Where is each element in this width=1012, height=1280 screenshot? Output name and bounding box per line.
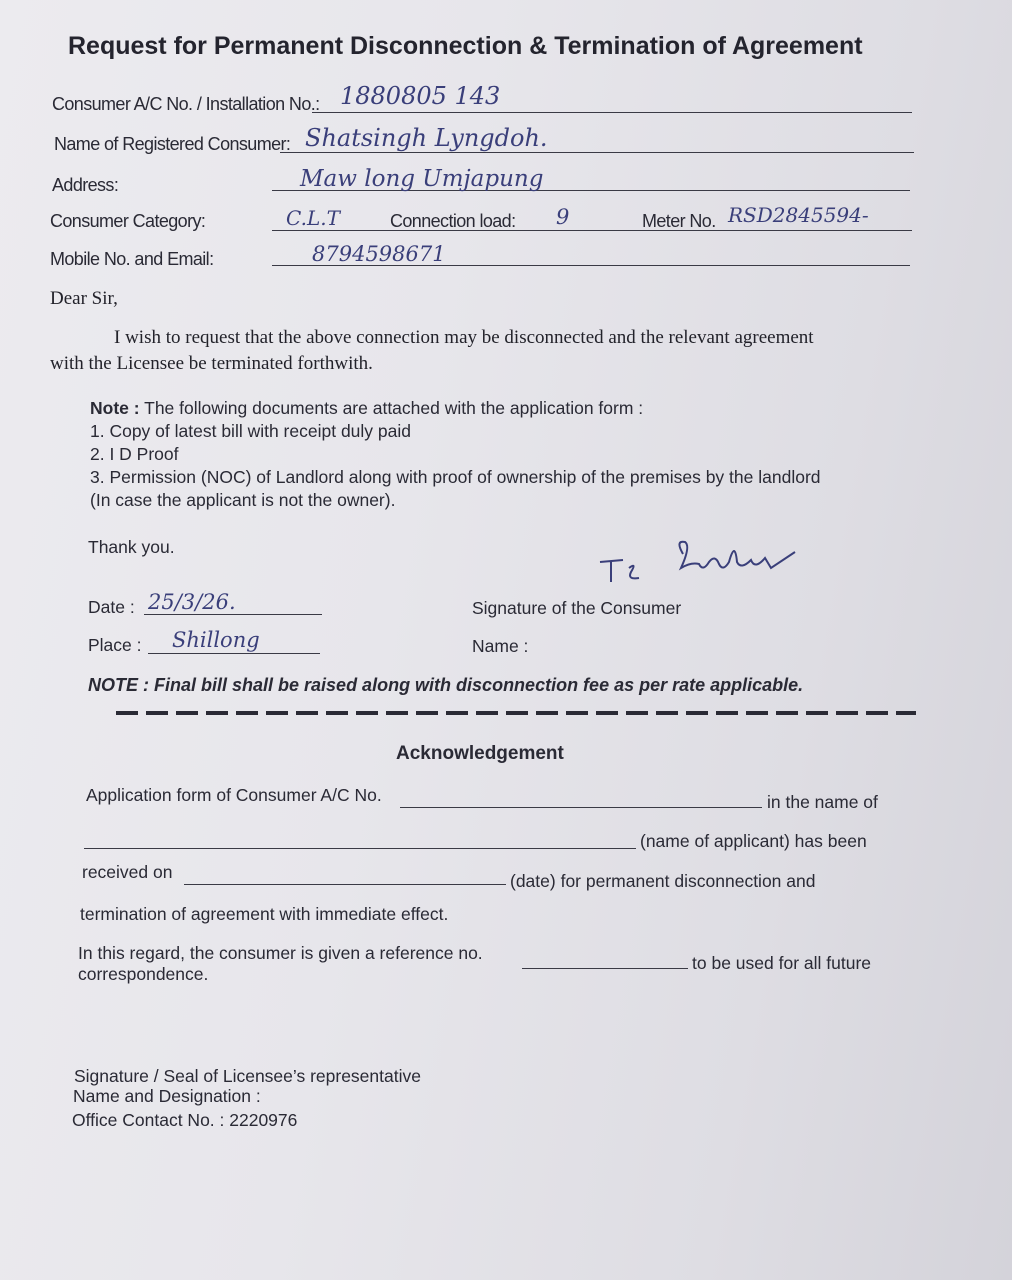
licensee-name-designation: Name and Designation : bbox=[73, 1086, 261, 1106]
ack-line-5b: to be used for all future bbox=[692, 953, 871, 973]
ack-line-1b: in the name of bbox=[767, 792, 878, 812]
consumer-signature bbox=[595, 532, 805, 595]
ack-account-line bbox=[400, 807, 762, 808]
thank-you: Thank you. bbox=[88, 537, 175, 557]
date-line bbox=[144, 614, 322, 615]
load-value: 9 bbox=[556, 205, 570, 229]
form-title: Request for Permanent Disconnection & Termination of Agreement bbox=[68, 32, 863, 60]
ack-line-2: (name of applicant) has been bbox=[640, 831, 867, 851]
note-label: Note : bbox=[90, 398, 140, 418]
note-item-3: 3. Permission (NOC) of Landlord along with proof of ownership of the premises by the landlord bbox=[90, 467, 821, 487]
meter-value: RSD2845594- bbox=[728, 203, 869, 227]
note-item-3-cont: (In case the applicant is not the owner). bbox=[90, 490, 396, 510]
ack-heading: Acknowledgement bbox=[396, 743, 564, 764]
note-intro-text: The following documents are attached with the application form : bbox=[144, 398, 644, 418]
date-label: Date : bbox=[88, 597, 135, 617]
body-line-2: with the Licensee be terminated forthwith. bbox=[50, 353, 373, 374]
signature-label: Signature of the Consumer bbox=[472, 598, 682, 618]
place-value: Shillong bbox=[172, 628, 260, 652]
final-bill-note: NOTE : Final bill shall be raised along with disconnection fee as per rate applicable. bbox=[88, 675, 804, 695]
note-intro bbox=[90, 398, 643, 419]
ack-date-line bbox=[184, 884, 506, 885]
place-label: Place : bbox=[88, 635, 142, 655]
account-value: 1880805 143 bbox=[340, 82, 501, 110]
cut-line bbox=[116, 711, 916, 715]
office-contact: Office Contact No. : 2220976 bbox=[72, 1110, 298, 1130]
account-label: Consumer A/C No. / Installation No.: bbox=[52, 94, 320, 114]
name-label: Name of Registered Consumer: bbox=[54, 134, 291, 154]
note-item-2: 2. I D Proof bbox=[90, 444, 179, 464]
body-line-1: I wish to request that the above connection may be disconnected and the relevant agreement bbox=[114, 327, 814, 348]
salutation: Dear Sir, bbox=[50, 288, 118, 309]
ack-line-3a: received on bbox=[82, 862, 173, 882]
ack-line-4: termination of agreement with immediate effect. bbox=[80, 904, 449, 924]
note-item-1: 1. Copy of latest bill with receipt duly paid bbox=[90, 421, 411, 441]
date-value: 25/3/26. bbox=[148, 590, 236, 614]
ack-reference-line bbox=[522, 968, 688, 969]
consumer-name-label: Name : bbox=[472, 636, 529, 656]
account-line bbox=[312, 112, 912, 113]
category-line bbox=[272, 230, 912, 231]
licensee-signature-label: Signature / Seal of Licensee’s representative bbox=[74, 1066, 421, 1086]
place-line bbox=[148, 653, 320, 654]
name-value: Shatsingh Lyngdoh. bbox=[305, 124, 548, 152]
ack-line-5a: In this regard, the consumer is given a reference no. bbox=[78, 943, 483, 963]
load-label: Connection load: bbox=[390, 211, 516, 231]
name-line bbox=[280, 152, 914, 153]
address-label: Address: bbox=[52, 175, 119, 195]
mobile-value: 8794598671 bbox=[312, 242, 446, 266]
meter-label: Meter No. bbox=[642, 211, 716, 231]
mobile-label: Mobile No. and Email: bbox=[50, 249, 214, 269]
ack-line-6: correspondence. bbox=[78, 964, 209, 984]
category-value: C.L.T bbox=[286, 206, 340, 230]
ack-line-1a: Application form of Consumer A/C No. bbox=[86, 785, 382, 805]
ack-line-3b: (date) for permanent disconnection and bbox=[510, 871, 816, 891]
address-value: Maw long Umjapung bbox=[300, 166, 544, 192]
category-label: Consumer Category: bbox=[50, 211, 206, 231]
ack-applicant-line bbox=[84, 848, 636, 849]
